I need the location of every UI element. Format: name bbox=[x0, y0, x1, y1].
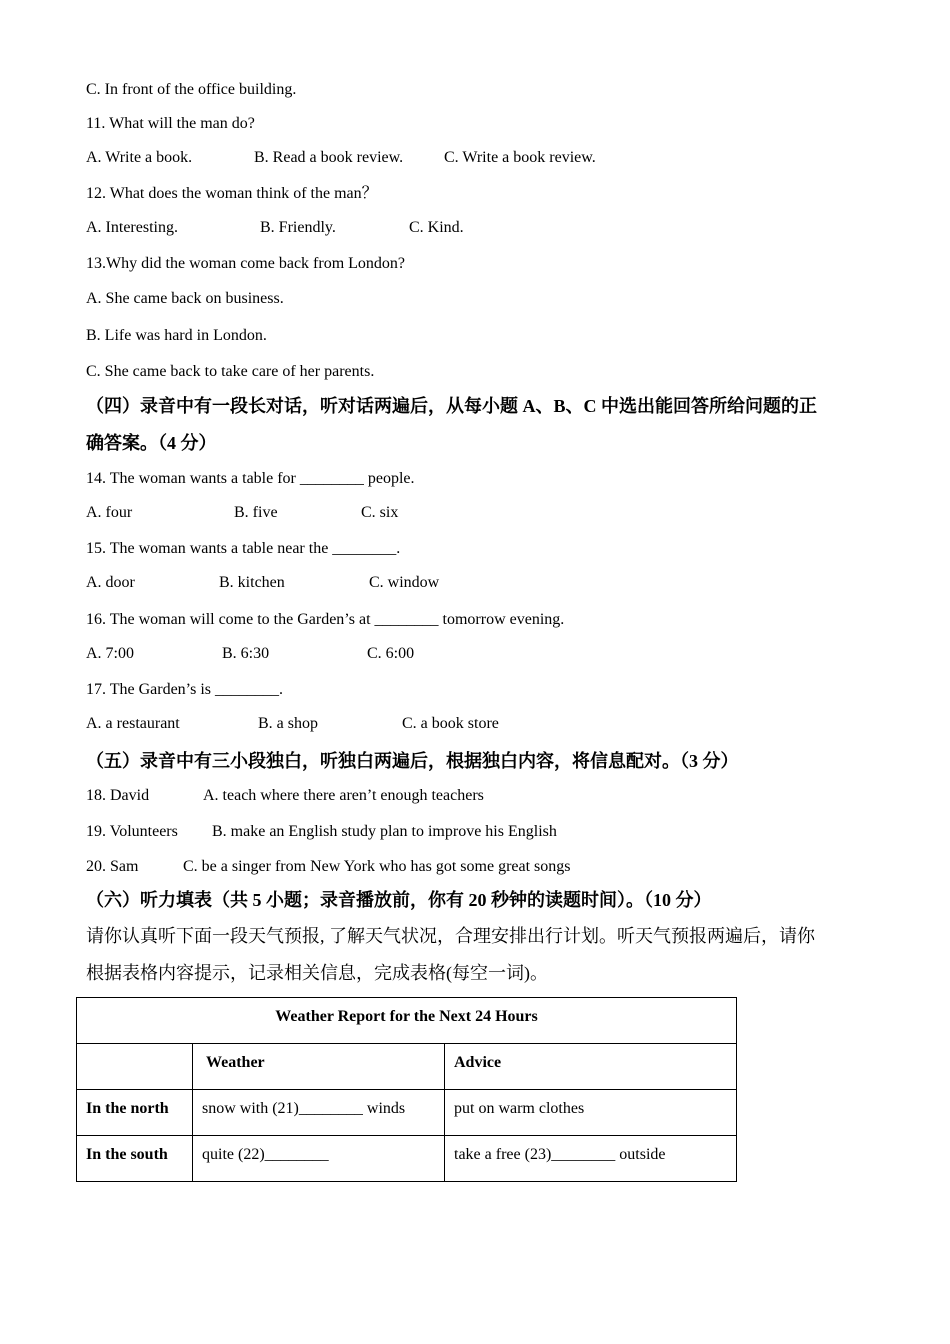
q12-option-b: B. Friendly. bbox=[260, 219, 336, 236]
q17-option-a: A. a restaurant bbox=[86, 715, 180, 732]
matching-left-18: 18. David bbox=[86, 787, 150, 804]
q16-option-b: B. 6:30 bbox=[222, 645, 270, 662]
q12-option-c: C. Kind. bbox=[409, 219, 464, 236]
q12-question: 12. What does the woman think of the man？ bbox=[86, 185, 378, 202]
q13-question: 13.Why did the woman come back from London? bbox=[86, 255, 406, 272]
q17-option-b: B. a shop bbox=[258, 715, 318, 732]
matching-right-a: A. teach where there aren’t enough teachers bbox=[203, 787, 484, 804]
table-row bbox=[77, 1136, 737, 1182]
q11-question: 11. What will the man do? bbox=[86, 115, 255, 132]
q17-option-c: C. a book store bbox=[402, 715, 499, 732]
table-header-weather: Weather bbox=[193, 1044, 445, 1090]
section4-heading-line1: （四）录音中有一段长对话，听对话两遍后，从每小题 A、B、C 中选出能回答所给问题的正 bbox=[86, 396, 817, 416]
weather-report-table bbox=[76, 997, 737, 1182]
q15-option-b: B. kitchen bbox=[219, 574, 285, 591]
q13-option-b: B. Life was hard in London. bbox=[86, 327, 267, 344]
matching-left-19: 19. Volunteers bbox=[86, 823, 178, 840]
q16-option-c: C. 6:00 bbox=[367, 645, 415, 662]
matching-left-20: 20. Sam bbox=[86, 858, 139, 875]
table-cell-weather: snow with (21)________ winds bbox=[193, 1090, 445, 1136]
q11-option-c: C. Write a book review. bbox=[444, 149, 596, 166]
table-cell-advice: put on warm clothes bbox=[445, 1090, 737, 1136]
section4-heading-line2: 确答案。（4 分） bbox=[86, 433, 217, 453]
q14-option-c: C. six bbox=[361, 504, 399, 521]
q13-option-a: A. She came back on business. bbox=[86, 290, 284, 307]
q17-question: 17. The Garden’s is ________. bbox=[86, 681, 284, 698]
table-cell-region: In the north bbox=[77, 1090, 193, 1136]
q15-option-a: A. door bbox=[86, 574, 135, 591]
q16-question: 16. The woman will come to the Garden’s at ________ tomorrow evening. bbox=[86, 611, 565, 628]
q10-option-c: C. In front of the office building. bbox=[86, 81, 297, 98]
table-header-advice: Advice bbox=[445, 1044, 737, 1090]
section6-heading: （六）听力填表（共 5 小题；录音播放前，你有 20 秒钟的读题时间）。（10 分） bbox=[86, 890, 712, 910]
q15-question: 15. The woman wants a table near the ________. bbox=[86, 540, 401, 557]
table-cell-advice: take a free (23)________ outside bbox=[445, 1136, 737, 1182]
q11-option-b: B. Read a book review. bbox=[254, 149, 404, 166]
table-header-empty bbox=[77, 1044, 193, 1090]
q14-option-a: A. four bbox=[86, 504, 133, 521]
q15-option-c: C. window bbox=[369, 574, 440, 591]
q13-option-c: C. She came back to take care of her parents. bbox=[86, 363, 375, 380]
section6-instruction-line2: 根据表格内容提示，记录相关信息，完成表格(每空一词)。 bbox=[86, 963, 548, 983]
q14-question: 14. The woman wants a table for ________ people. bbox=[86, 470, 415, 487]
q16-option-a: A. 7:00 bbox=[86, 645, 134, 662]
table-row bbox=[77, 1090, 737, 1136]
matching-right-c: C. be a singer from New York who has got some great songs bbox=[183, 858, 571, 875]
q11-option-a: A. Write a book. bbox=[86, 149, 193, 166]
table-cell-region: In the south bbox=[77, 1136, 193, 1182]
q12-option-a: A. Interesting. bbox=[86, 219, 178, 236]
table-title: Weather Report for the Next 24 Hours bbox=[77, 998, 737, 1044]
section5-heading: （五）录音中有三小段独白，听独白两遍后，根据独白内容，将信息配对。（3 分） bbox=[86, 751, 739, 771]
matching-right-b: B. make an English study plan to improve his English bbox=[212, 823, 557, 840]
q14-option-b: B. five bbox=[234, 504, 278, 521]
section6-instruction-line1: 请你认真听下面一段天气预报, 了解天气状况，合理安排出行计划。听天气预报两遍后，请你 bbox=[86, 926, 815, 946]
table-cell-weather: quite (22)________ bbox=[193, 1136, 445, 1182]
